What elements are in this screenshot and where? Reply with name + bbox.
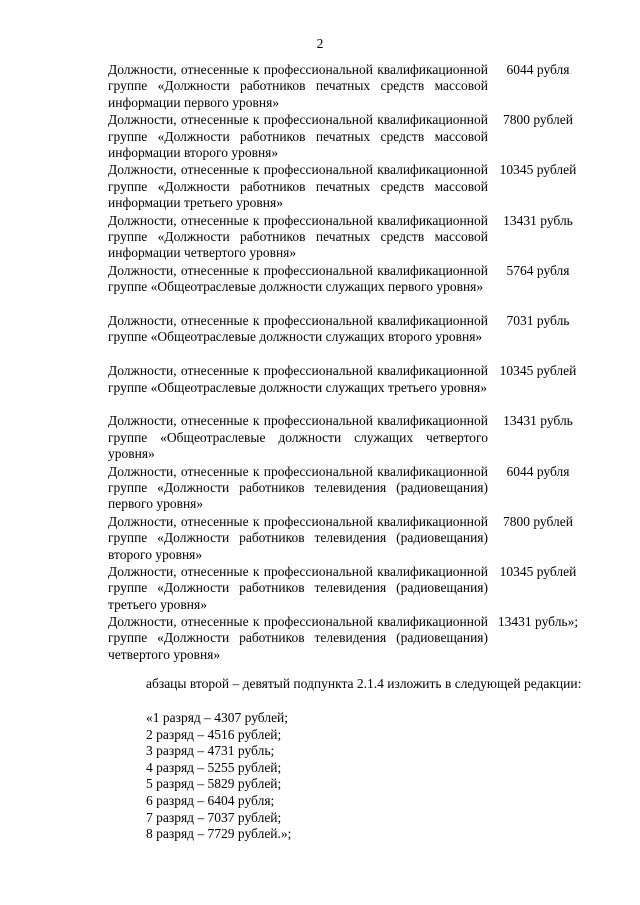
table-row <box>108 413 608 463</box>
salary-amount: 6044 рубля <box>506 62 570 77</box>
list-item: 5 разряд – 5829 рублей; <box>146 776 282 792</box>
table-row <box>108 313 608 363</box>
list-item: 3 разряд – 4731 рубль; <box>146 743 275 759</box>
list-item: 8 разряд – 7729 рублей.»; <box>146 826 292 842</box>
table-row <box>108 564 608 614</box>
table-row <box>108 62 608 112</box>
salary-amount: 10345 рублей <box>499 363 577 379</box>
salary-amount: 7031 рубль <box>506 312 570 328</box>
position-description: Должности, отнесенные к профессиональной квалификационной группе «Должности работников печатных средств массовой информации четвертого уровня» <box>108 212 488 261</box>
table-row <box>108 614 608 664</box>
position-description: Должности, отнесенные к профессиональной квалификационной группе «Должности работников печатных средств массовой информации второго уровня» <box>108 112 488 160</box>
table-row <box>108 112 608 162</box>
position-description: Должности, отнесенные к профессиональной квалификационной группе «Должности работников печатных средств массовой информации третьего уровня» <box>108 162 488 211</box>
list-item: 7 разряд – 7037 рублей; <box>146 809 282 825</box>
list-item: «1 разряд – 4307 рублей; <box>146 710 289 725</box>
salary-amount: 13431 рубль <box>503 212 573 228</box>
table-row <box>108 162 608 212</box>
salary-table <box>108 62 608 664</box>
position-description: Должности, отнесенные к профессиональной квалификационной группе «Общеотраслевые должности служащих первого уровня» <box>108 262 488 295</box>
position-description: Должности, отнесенные к профессиональной квалификационной группе «Общеотраслевые должности служащих четвертого уровня» <box>108 413 488 462</box>
position-description: Должности, отнесенные к профессиональной квалификационной группе «Должности работников телевидения (радиовещания) четвертого уровня» <box>108 614 488 662</box>
position-description: Должности, отнесенные к профессиональной квалификационной группе «Должности работников телевидения (радиовещания) третьего уровня» <box>108 563 488 612</box>
table-row <box>108 464 608 514</box>
salary-amount: 10345 рублей <box>499 563 577 579</box>
table-row <box>108 213 608 263</box>
salary-amount: 10345 рублей <box>499 162 577 178</box>
amendment-paragraph: абзацы второй – девятый подпункта 2.1.4 изложить в следующей редакции: <box>146 676 582 691</box>
salary-amount: 7800 рублей <box>502 112 573 128</box>
salary-amount: 5764 рубля <box>506 262 570 278</box>
salary-amount: 6044 рубля <box>506 463 570 479</box>
salary-amount: 7800 рублей <box>502 513 573 529</box>
list-item: 2 разряд – 4516 рублей; <box>146 726 282 742</box>
table-row <box>108 514 608 564</box>
salary-amount: 13431 рубль»; <box>497 614 579 630</box>
table-row <box>108 363 608 413</box>
position-description: Должности, отнесенные к профессиональной квалификационной группе «Должности работников телевидения (радиовещания) второго уровня» <box>108 513 488 562</box>
grade-list <box>146 710 446 843</box>
list-item: 4 разряд – 5255 рублей; <box>146 759 282 775</box>
list-item: 6 разряд – 6404 рубля; <box>146 792 275 808</box>
salary-amount: 13431 рубль <box>503 413 573 429</box>
position-description: Должности, отнесенные к профессиональной квалификационной группе «Общеотраслевые должности служащих второго уровня» <box>108 312 488 345</box>
position-description: Должности, отнесенные к профессиональной квалификационной группе «Общеотраслевые должности служащих третьего уровня» <box>108 363 488 395</box>
table-row <box>108 263 608 313</box>
position-description: Должности, отнесенные к профессиональной квалификационной группе «Должности работников печатных средств массовой информации первого уровня» <box>108 62 488 110</box>
page-number: 2 <box>316 36 324 51</box>
position-description: Должности, отнесенные к профессиональной квалификационной группе «Должности работников телевидения (радиовещания) первого уровня» <box>108 463 488 512</box>
